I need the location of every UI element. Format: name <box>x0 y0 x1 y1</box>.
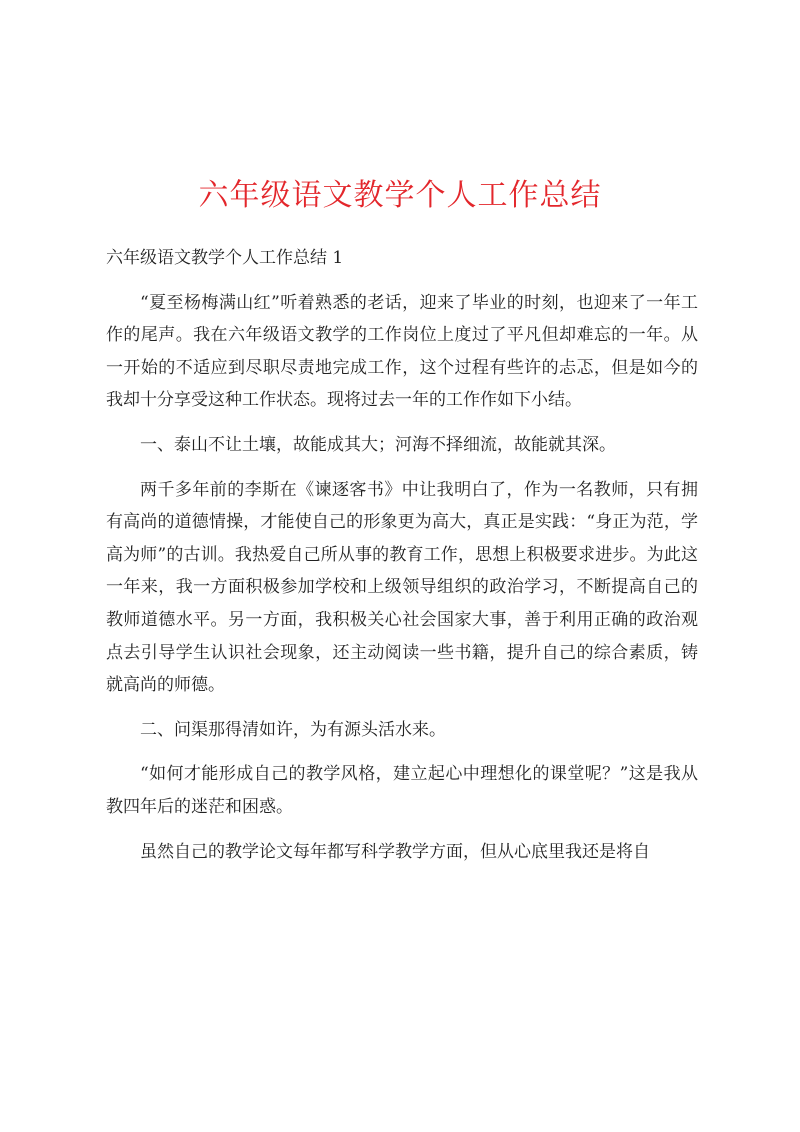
paragraph-ethics: 两千多年前的李斯在《谏逐客书》中让我明白了，作为一名教师，只有拥有高尚的道德情操，才能使自己的形象更为高大，真正是实践：“身正为范，学高为师”的古训。我热爱自己所从事的教育工作，思想上积极要求进步。为此这一年来，我一方面积极参加学校和上级领导组织的政治学习，不断提高自己的教师道德水平。另一方面，我积极关心社会国家大事，善于利用正确的政治观点去引导学生认识社会现象，还主动阅读一些书籍，提升自己的综合素质，铸就高尚的师德。 <box>106 479 698 696</box>
document-body <box>106 242 698 880</box>
paragraph-question: “如何才能形成自己的教学风格，建立起心中理想化的课堂呢？”这是我从教四年后的迷茫和困惑。 <box>106 764 698 817</box>
section-heading-two: 二、问渠那得清如许，为有源头活水来。 <box>140 719 446 740</box>
section-heading-one: 一、泰山不让土壤，故能成其大；河海不择细流，故能就其深。 <box>140 434 616 455</box>
paragraph-intro: “夏至杨梅满山红”听着熟悉的老话，迎来了毕业的时刻，也迎来了一年工作的尾声。我在六年级语文教学的工作岗位上度过了平凡但却难忘的一年。从一开始的不适应到尽职尽责地完成工作，这个过程有些许的忐忑，但是如今的我却十分享受这种工作状态。现将过去一年的工作作如下小结。 <box>106 292 698 411</box>
paragraph-continuation: 虽然自己的教学论文每年都写科学教学方面，但从心底里我还是将自 <box>140 841 650 862</box>
section-heading: 六年级语文教学个人工作总结 1 <box>106 248 344 268</box>
document-title: 六年级语文教学个人工作总结 <box>198 178 602 213</box>
